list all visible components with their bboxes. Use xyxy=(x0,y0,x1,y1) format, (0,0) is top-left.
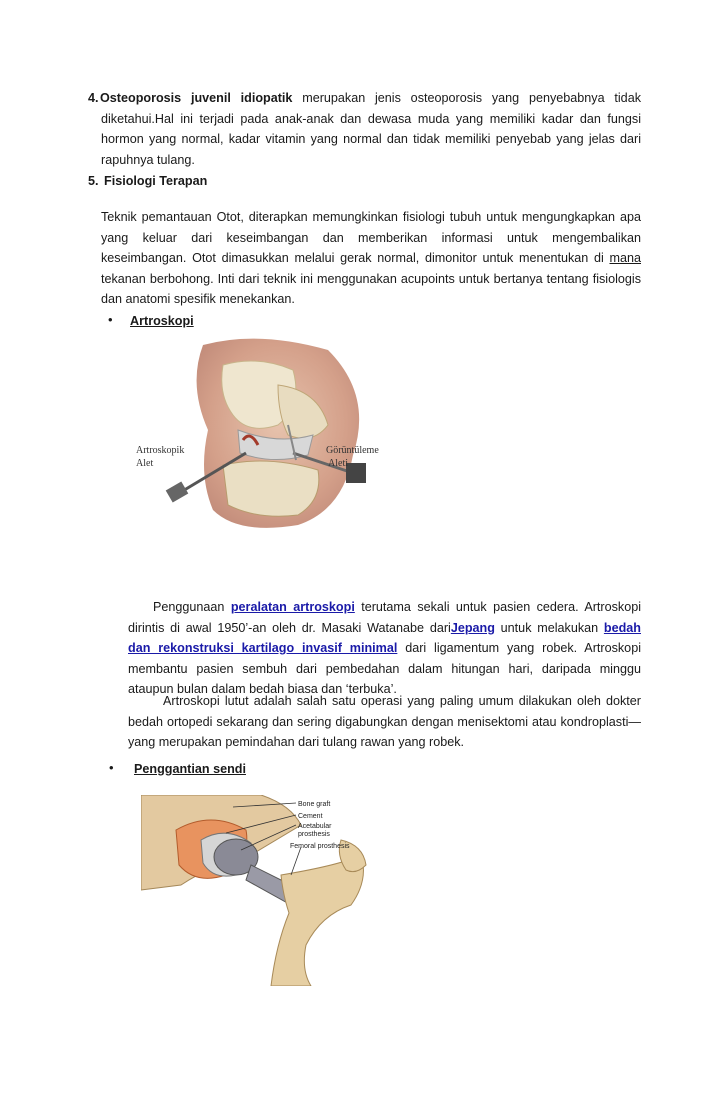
label-femoral-prosthesis: Femoral prosthesis xyxy=(290,843,350,850)
underlined-word: mana xyxy=(609,251,641,265)
link-bedah-rekonstruksi[interactable]: bedah dan rekonstruksi kartilago invasif minimal xyxy=(128,620,641,655)
artroskopi-heading: Artroskopi xyxy=(130,314,194,328)
label-prosthesis: prosthesis xyxy=(298,831,330,838)
sec4-paragraph xyxy=(101,88,641,170)
hip-replacement-figure xyxy=(141,795,372,986)
bullet-artroskopi: • xyxy=(108,312,113,327)
sec4-number: 4. xyxy=(88,91,99,105)
sec4-text: merupakan jenis osteoporosis yang penyebabnya tidak diketahui.Hal ini terjadi pada anak-anak dan dewasa muda yang memiliki kadar dan fungsi hormon yang normal, kadar vitamin yang normal dan tidak memiliki penyebab yang jelas dari rapuhnya tulang. xyxy=(101,91,641,167)
link-peralatan-artroskopi[interactable]: peralatan artroskopi xyxy=(230,600,355,614)
label-cement: Cement xyxy=(298,813,323,820)
arthroscopy-figure xyxy=(128,335,383,533)
sec5-paragraph: Teknik pemantauan Otot, diterapkan memungkinkan fisiologi tubuh untuk mengungkapkan apa yang keluar dari keseimbangan dan memberikan informasi untuk mengembalikan keseimbangan. Otot dimasukkan melalui gerak normal, dimonitor untuk menentukan di mana tekanan berbohong. Inti dari teknik ini menggunakan acupoints untuk bertanya tentang fisiologis dan anatomi spesifik menekankan. xyxy=(101,210,641,306)
fig-label-right-1: Görüntüleme xyxy=(326,445,379,456)
fig-label-left-2: Alet xyxy=(136,458,154,469)
sec4-title: Osteoporosis juvenil idiopatik xyxy=(100,91,293,105)
sec5-number: 5. xyxy=(88,174,99,188)
link-jepang[interactable]: Jepang xyxy=(450,620,495,635)
bullet-sendi: • xyxy=(109,760,114,775)
artroskopi-paragraph-2: Artroskopi lutut adalah salah satu operasi yang paling umum dilakukan oleh dokter bedah ortopedi sekarang dan sering digabungkan dengan menisektomi atau kondroplasti—yang merupakan pemindahan dari tulang rawan yang robek. xyxy=(128,694,641,749)
label-acetabular: Acetabular xyxy=(298,823,332,830)
artroskopi-paragraph-1: Penggunaan peralatan artroskopi terutama sekali untuk pasien cedera. Artroskopi dirintis di awal 1950’-an oleh dr. Masaki Watanabe dariJepang untuk melakukan bedah dan rekonstruksi kartilago invasif minimal dari ligamentum yang robek. Artroskopi membantu pasien sembuh dari pembedahan dalam hitungan hari, daripada minggu ataupun bulan dalam bedah biasa dan ‘terbuka’. xyxy=(128,600,642,696)
hip-illustration xyxy=(141,795,372,986)
fig-label-left-1: Artroskopik xyxy=(136,445,185,456)
knee-illustration xyxy=(128,335,383,533)
fig-label-right-2: Aleti xyxy=(328,458,348,469)
sendi-heading: Penggantian sendi xyxy=(134,762,246,776)
sec5-title: Fisiologi Terapan xyxy=(104,174,208,188)
label-bone-graft: Bone graft xyxy=(298,801,331,808)
